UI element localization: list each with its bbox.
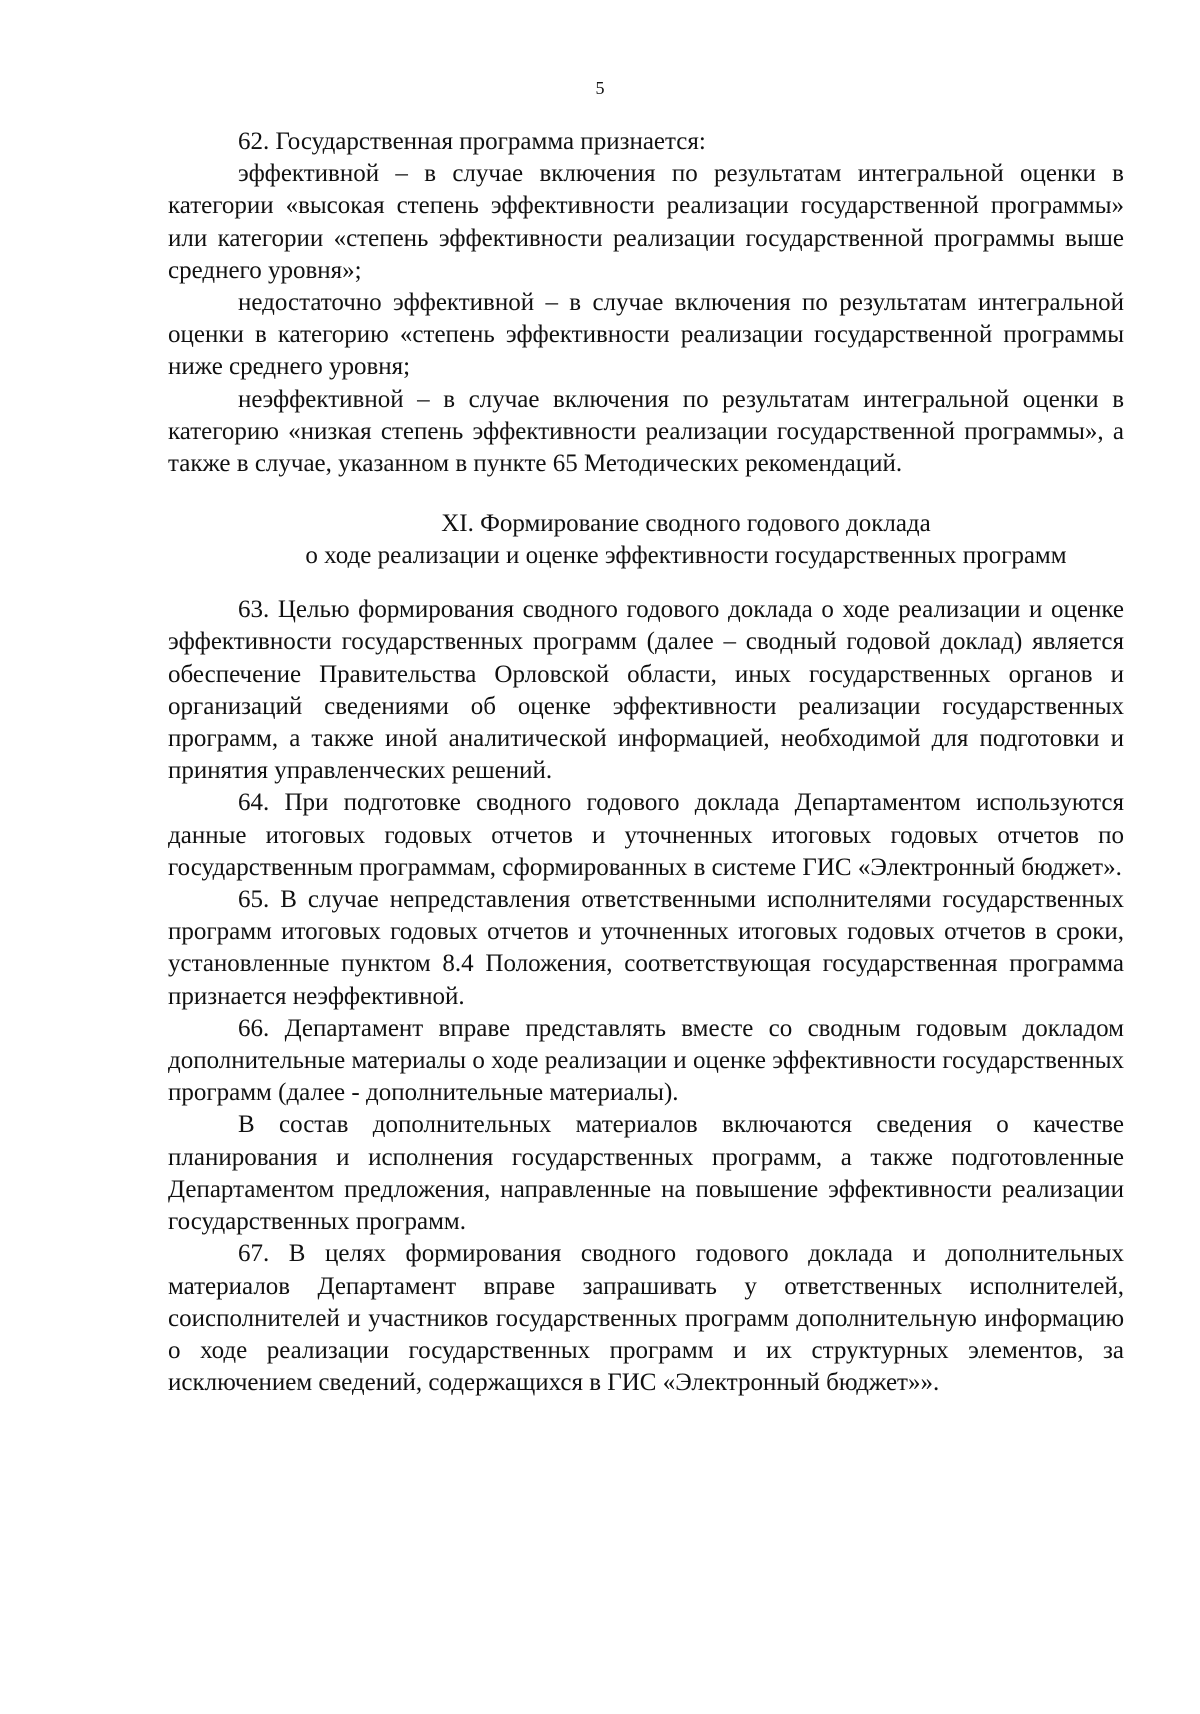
page-number: 5 [595, 78, 605, 98]
paragraph-64: 64. При подготовке сводного годового доклада Департаментом используются данные итоговых годовых отчетов и уточненных итоговых годовых отчетов по государственным программам, сформированных в системе ГИС «Электронный бюджет». [168, 789, 1124, 881]
paragraph-65: 65. В случае непредставления ответственными исполнителями государственных программ итоговых годовых отчетов и уточненных итоговых годовых отчетов в сроки, установленные пунктом 8.4 Положения, соответствующая государственная программа признается неэффективной. [168, 886, 1124, 1010]
paragraph-66: 66. Департамент вправе представлять вместе со сводным годовым докладом дополнительные материалы о ходе реализации и оценке эффективности государственных программ (далее - дополнительные материалы). [168, 1014, 1124, 1107]
paragraph-67: 67. В целях формирования сводного годового доклада и дополнительных материалов Департамент вправе запрашивать у ответственных исполнителей, соисполнителей и участников государственных программ дополнительную информацию о ходе реализации государственных программ и их структурных элементов, за исключением сведений, содержащихся в ГИС «Электронный бюджет»». [168, 1240, 1124, 1397]
paragraph-insufficient: недостаточно эффективной – в случае включения по результатам интегральной оценки в категорию «степень эффективности реализации государственной программы ниже среднего уровня; [168, 289, 1124, 381]
paragraph-ineffective: неэффективной – в случае включения по результатам интегральной оценки в категорию «низкая степень эффективности реализации государственной программы», а также в случае, указанном в пункте 65 Методических рекомендаций. [168, 385, 1124, 478]
paragraph-63: 63. Целью формирования сводного годового доклада о ходе реализации и оценке эффективности государственных программ (далее – сводный годовой доклад) является обеспечение Правительства Орловской области, иных государственных органов и организаций сведениями об оценке эффективности реализации государственных программ, а также иной аналитической информацией, необходимой для подготовки и принятия управленческих решений. [168, 596, 1124, 785]
section-heading [168, 508, 1124, 572]
section-heading-line-1: XI. Формирование сводного годового доклада [441, 510, 931, 538]
section-heading-line-2: о ходе реализации и оценке эффективности государственных программ [305, 542, 1067, 570]
paragraph-62: 62. Государственная программа признается: [238, 128, 706, 155]
paragraph-effective: эффективной – в случае включения по результатам интегральной оценки в категории «высокая степень эффективности реализации государственной программы» или категории «степень эффективности реализации государственной программы выше среднего уровня»; [168, 160, 1124, 284]
document-body [168, 126, 1124, 1399]
paragraph-66-continued: В состав дополнительных материалов включаются сведения о качестве планирования и исполнения государственных программ, а также подготовленные Департаментом предложения, направленные на повышение эффективности реализации государственных программ. [168, 1111, 1124, 1236]
